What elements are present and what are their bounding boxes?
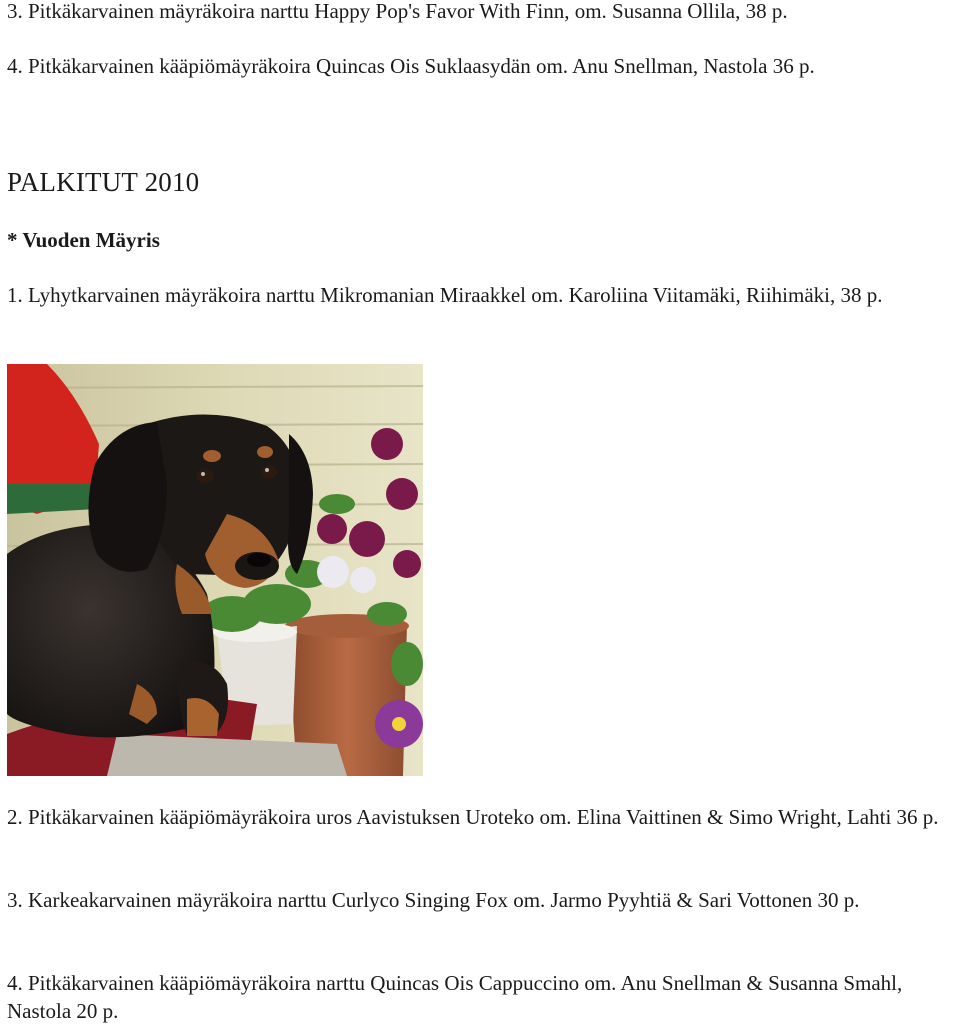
entry-text: 4. Pitkäkarvainen kääpiömäyräkoira Quincas Ois Suklaasydän om. Anu Snellman, Nastola 36 p. — [7, 54, 815, 78]
section-title: PALKITUT 2010 — [7, 167, 200, 197]
entry-text: 4. Pitkäkarvainen kääpiömäyräkoira narttu Quincas Ois Cappuccino om. Anu Snellman & Susanna Smahl, Nastola 20 p. — [7, 971, 903, 1023]
entry-text: 1. Lyhytkarvainen mäyräkoira narttu Mikromanian Miraakkel om. Karoliina Viitamäki, Riihimäki, 38 p. — [7, 283, 883, 307]
dog-photo-illustration — [7, 364, 423, 776]
entry-text: 3. Karkeakarvainen mäyräkoira narttu Curlyco Singing Fox om. Jarmo Pyyhtiä & Sari Vottonen 30 p. — [7, 888, 860, 912]
subsection-title: * Vuoden Mäyris — [7, 228, 160, 252]
dog-photo — [7, 364, 423, 776]
entry-text: 3. Pitkäkarvainen mäyräkoira narttu Happy Pop's Favor With Finn, om. Susanna Ollila, 38 p. — [7, 0, 788, 23]
entry-text: 2. Pitkäkarvainen kääpiömäyräkoira uros Aavistuksen Uroteko om. Elina Vaittinen & Simo Wright, Lahti 36 p. — [7, 805, 939, 829]
